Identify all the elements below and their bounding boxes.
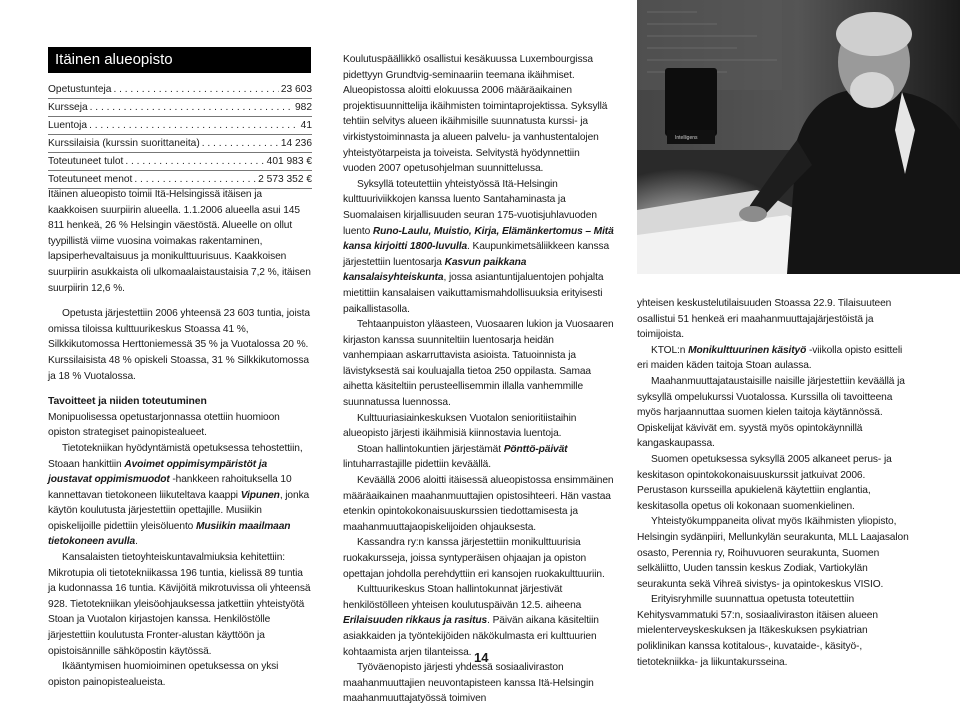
stat-value: 2 573 352 € [258, 174, 312, 185]
emphasis: Kasvun paikkana kansalaisyhteiskunta [343, 256, 527, 284]
emphasis: Runo-Laulu, Muistio, Kirja, Elämänkertomus – Mitä kansa kirjoitti 1800-luvulla [343, 225, 614, 253]
text-column-1 [48, 187, 312, 690]
paragraph: Kansalaisten tietoyhteiskuntavalmiuksia kehitettiin: Mikrotupia oli tietotekniikassa 196 tuntia, kielissä 89 tuntia ja kudonnassa 16 tuntia. Kävijöitä mikrotuvissa oli yhteensä 928. Tietotekniikan yleisöohjauksessa jatkettiin yhteistyötä Stoan ja Vuotalon kirjastojen kanssa. Henkilöstölle järjestettiin koulutusta Fronter-alustan käyttöön ja opistoisännille sähköpostin käytössä. [48, 552, 311, 657]
stat-row [48, 99, 312, 117]
emphasis: Erilaisuuden rikkaus ja rasitus [343, 615, 488, 627]
paragraph: yhteisen keskustelutilaisuuden Stoassa 22.9. Tilaisuuteen osallistui 51 henkeä eri maahanmuuttajajärjestöistä ja toimijoista. [637, 298, 892, 341]
stat-row [48, 81, 312, 99]
stat-value: 23 603 [280, 84, 312, 95]
paragraph: Tehtaanpuiston yläasteen, Vuosaaren lukion ja Vuosaaren kirjaston kanssa suunniteltiin luentosarja heidän vanhempiaan askarruttavista asioista. Tatuoinnista ja lävistyksestä sai kouluajalla tietoa 250 oppilasta. Samaa aihetta käsiteltiin perusteellisemmin illalla vanhemmille suunnatussa luennossa. [343, 319, 614, 409]
paragraph: Kulttuuriasiainkeskuksen Vuotalon senioritiistaihin alueopisto järjesti ikäihmisiä kiinnostavia luentoja. [343, 412, 577, 440]
paragraph: Kulttuurikeskus Stoan hallintokunnat järjestivät henkilöstölleen yhteisen koulutuspäivän 12.5. aiheena Erilaisuuden rikkaus ja rasitus. Päivän aikana käsiteltiin asiakkaiden ja työntekijöiden näkökulmasta eri kulttuurien kohtaamista arjen tilanteissa. [343, 584, 599, 658]
stat-label: Kurssilaisia (kurssin suorittaneita) [48, 138, 200, 149]
paragraph: Syksyllä toteutettiin yhteistyössä Itä-Helsingin kulttuuriviikkojen kanssa luento Santahaminasta ja Suomalaisen kirjallisuuden seuran 175-vuotisjuhlavuoden luento Runo-Laulu, Muistio, Kirja, Elämänkertomus – Mitä kansa kirjoitti 1800-luvulla. Kaupunkimetsäliikkeen kanssa järjestettiin luentosarja Kasvun paikkana kansalaisyhteiskunta, jossa asiantuntijaluentojen pohjalta mietittiin kansalaisen vaikuttamismahdollisuuksia erityisesti paikallistasolla. [343, 178, 614, 315]
dot-leader [202, 135, 279, 152]
paragraph: KTOL:n Monikulttuurinen käsityö -viikolla opisto esitteli eri maiden käden taitoja Stoan aulassa. [637, 344, 903, 372]
paragraph: Kassandra ry:n kanssa järjestettiin monikulttuurisia ruokakursseja, joissa syntyperäisen ohjaajan ja opiston opettajan johdolla perehdyttiin eri kansojen ruokakulttuuriin. [343, 537, 605, 580]
stat-value: 982 [295, 102, 312, 113]
paragraph: Yhteistyökumppaneita olivat myös Ikäihmisten yliopisto, Helsingin sydänpiiri, Mellunkylän seurakunta, MLL Laajasalon osasto, Perennia ry, Roihuvuoren seurakunta, Suomen selkäliitto, Uuden tanssin keskus Zodiak, Vartiokylän seurakunta sekä Vihreä sivistys- ja opintokeskus VISIO. [637, 516, 909, 590]
section-heading: Tavoitteet ja niiden toteutuminen [48, 396, 207, 408]
paragraph: Työväenopisto järjesti yhdessä sosiaaliviraston maahanmuuttajien neuvontapisteen kanssa Itä-Helsingin maahanmuuttajatyössä toimiven [343, 662, 594, 705]
stat-label: Luentoja [48, 120, 88, 131]
stats-table [48, 81, 312, 189]
stat-label: Kursseja [48, 102, 88, 113]
paragraph: Stoan hallintokuntien järjestämät Pönttö-päivät lintuharrastajille pidettiin keväällä. [343, 443, 568, 471]
stat-label: Toteutuneet tulot [48, 156, 124, 167]
section-title: Itäinen alueopisto [48, 47, 311, 73]
text-column-2 [343, 52, 615, 707]
stat-row [48, 153, 312, 171]
dot-leader [125, 153, 264, 170]
paragraph: Maahanmuuttajataustaisille naisille järjestettiin keväällä ja syksyllä ompelukurssi Vuotalossa. Kurssilla oli tavoitteena myös harjaannuttaa suomen kielen taitoja käytännössä. Opiskelijat kävivät em. syystä myös opintokäynnillä kangaskaupassa. [637, 375, 905, 450]
dot-leader [90, 99, 293, 116]
paragraph: Ikääntymisen huomioiminen opetuksessa on yksi opiston painopistealueista. [48, 661, 279, 688]
stat-value: 401 983 € [266, 156, 312, 167]
dot-leader [113, 81, 278, 98]
photo-lecturer-icon [637, 0, 960, 274]
paragraph: Koulutuspäällikkö osallistui kesäkuussa Luxembourgissa pidettyyn Grundtvig-seminaariin teemana ikäihmiset. Alueopistossa aloitti elokuussa 2006 määräaikainen projektisuunnittelija ikäihmisten toimintaprojektissa. Syksyllä tehtiin selvitys alueen ikäihmisille suunnatusta kurssi- ja virkistystoiminnasta ja alueen palvelu- ja vanhustentalojen yhteistyötarpeista ja toiveista. Selvitystä hyödynnettiin vuoden 2007 opetusohjelman suunnittelussa. [343, 54, 608, 175]
dot-leader [89, 117, 299, 134]
stat-label: Toteutuneet menot [48, 174, 133, 185]
paragraph: Keväällä 2006 aloitti itäisessä alueopistossa ensimmäinen määräaikainen maahanmuuttajien opistosihteeri. Hän vastaa etenkin opintokokonaisuuskurssien tiedottamisesta ja maahanmuuttajaopiskelijoiden ohjauksesta. [343, 475, 614, 533]
emphasis: Avoimet oppimisympäristöt ja joustavat oppimismuodot [48, 458, 268, 486]
emphasis: Monikulttuurinen käsityö [688, 344, 807, 356]
paragraph: Erityisryhmille suunnattua opetusta toteutettiin Kehitysvammatuki 57:n, sosiaaliviraston itäisen alueen mielenterveyskeskuksen ja Itäkeskuksen psykiatrian poliklinikan kanssa kotitalous-, kuvataide-, käsityö-, tietotekniikka- ja liikuntakursseina. [637, 594, 878, 668]
emphasis: Musiikin maailmaan tietokoneen avulla [48, 520, 291, 548]
screen-label: Intelligens [675, 135, 698, 141]
paragraph: Tietotekniikan hyödyntämistä opetuksessa tehostettiin, Stoaan hankittiin Avoimet oppimisympäristöt ja joustavat oppimismuodot -hankkeen rahoituksella 10 kannettavan tietokoneen liikuteltava kaappi Vipunen, jonka käytön koulutusta järjestettiin opettajille. Musiikin opiskelijoille pidettiin yleisöluento Musiikin maailmaan tietokoneen avulla. [48, 442, 310, 548]
dot-leader [134, 171, 256, 188]
stat-row [48, 117, 312, 135]
emphasis: Vipunen [240, 489, 280, 501]
stat-value: 41 [300, 120, 312, 131]
paragraph: Monipuolisessa opetustarjonnassa otettiin huomioon opiston strategiset painopistealueet. [48, 411, 280, 439]
paragraph: Suomen opetuksessa syksyllä 2005 alkaneet perus- ja keskitason opintokokonaisuuskurssit jatkuivat 2006. Perustason kursseilla apukielenä käytettiin englantia, keskitasolla opetus oli kokonaan suomenkielinen. [637, 453, 892, 512]
emphasis: Pönttö-päivät [503, 443, 568, 455]
stat-row [48, 135, 312, 153]
page-number: 14 [474, 650, 489, 665]
text-column-3 [637, 296, 913, 670]
lecturer-photo [637, 0, 960, 274]
stat-label: Opetustunteja [48, 84, 112, 95]
stat-value: 14 236 [280, 138, 312, 149]
paragraph: Itäinen alueopisto toimii Itä-Helsingissä itäisen ja kaakkoisen suurpiirin alueella. 1.1.2006 alueella asui 145 811 henkeä, 26 % Helsingin väestöstä. Alueelle on ollut tyypillistä viime vuosina voimakas rakentaminen, lapsiperhevaltaisuus ja monikulttuurisuus. Kaakkoisen suurpiirin asukkaista oli ulkomaalaistaustaisia 7,2 %, itäisen suurpiirin 12,6 %. [48, 189, 311, 294]
paragraph: Opetusta järjestettiin 2006 yhteensä 23 603 tuntia, joista omissa tiloissa kulttuurikeskus Stoassa 41 %, Silkkikutomossa Herttoniemessä 35 % ja Vuotalossa 20 %. Kurssilaisista 48 % opiskeli Stoassa, 31 % Silkkikutomossa ja 18 % Vuotalossa. [48, 308, 310, 382]
